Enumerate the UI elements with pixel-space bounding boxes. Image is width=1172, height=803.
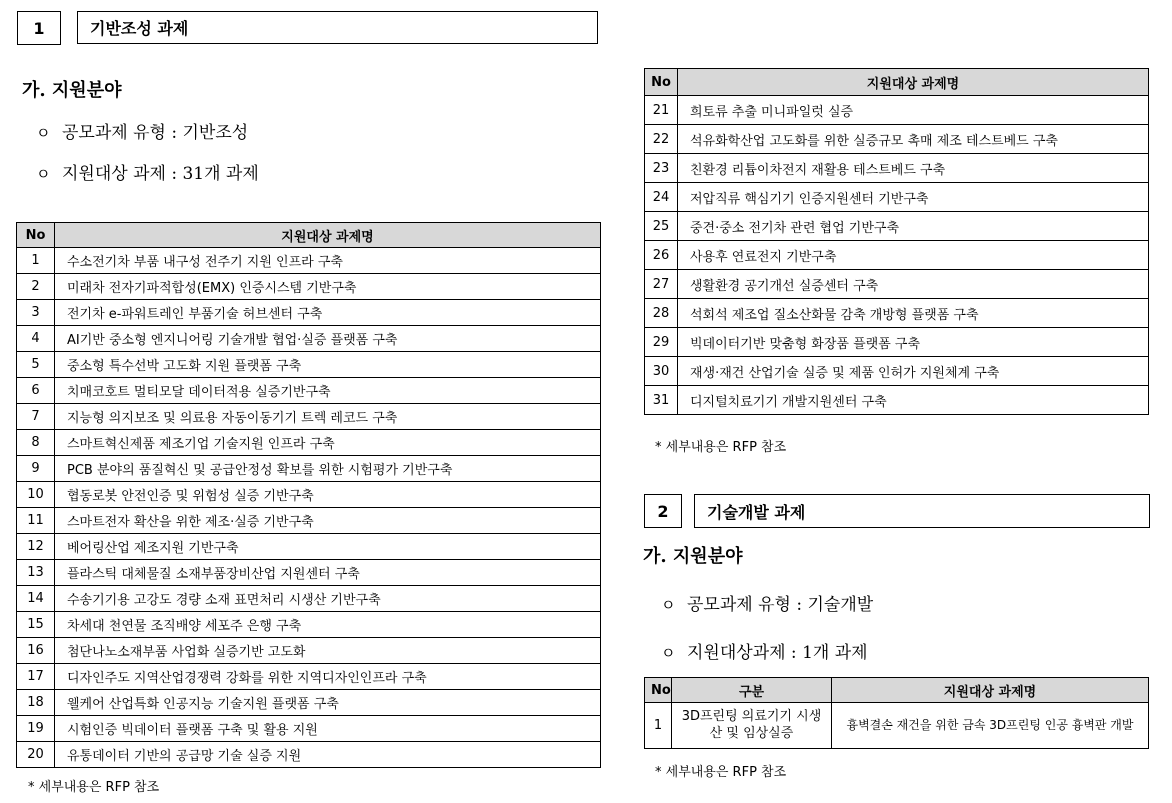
table-row [17,430,601,456]
section1-bullet-type [36,118,248,143]
row-name: 플라스틱 대체물질 소재부품장비산업 지원센터 구축 [55,560,601,586]
row-name: 협동로봇 안전인증 및 위험성 실증 기반구축 [55,482,601,508]
section2-number-box [644,494,682,528]
section2-subhead: 가. 지원분야 [643,546,743,567]
table-row [17,378,601,404]
section2-number: 2 [657,501,669,521]
table-row [17,664,601,690]
row-no: 8 [17,430,55,456]
row-name: 베어링산업 제조지원 기반구축 [55,534,601,560]
row-name: 빅데이터기반 맞춤형 화장품 플랫폼 구축 [678,328,1149,357]
section1-bullet-count-text: 지원대상 과제 : 31개 과제 [62,164,259,184]
row-no: 2 [17,274,55,300]
row-no: 29 [645,328,678,357]
section2-bullet-type-text: 공모과제 유형 : 기술개발 [687,595,874,615]
row-name: 희토류 추출 미니파일럿 실증 [678,96,1149,125]
row-name: 중소형 특수선박 고도화 지원 플랫폼 구축 [55,352,601,378]
table-row [17,482,601,508]
section2-title-box [694,494,1150,528]
row-no: 1 [645,703,672,749]
row-name: 스마트전자 확산을 위한 제조·실증 기반구축 [55,508,601,534]
row-name: 저압직류 핵심기기 인증지원센터 기반구축 [678,183,1149,212]
row-no: 4 [17,326,55,352]
col-header-name: 지원대상 과제명 [832,678,1149,703]
col-header-name: 지원대상 과제명 [55,223,601,248]
section1-title-box [77,11,598,44]
row-no: 3 [17,300,55,326]
row-no: 7 [17,404,55,430]
col-header-no: No [17,223,55,248]
row-no: 23 [645,154,678,183]
row-no: 17 [17,664,55,690]
section1-number: 1 [33,18,45,38]
row-no: 10 [17,482,55,508]
table-row [17,742,601,768]
table-row [17,404,601,430]
row-no: 13 [17,560,55,586]
row-category: 3D프린팅 의료기기 시생산 및 임상실증 [672,703,832,749]
row-no: 27 [645,270,678,299]
row-no: 18 [17,690,55,716]
table-row [645,703,1149,749]
col-header-no: No [645,69,678,96]
row-no: 15 [17,612,55,638]
section1-table-left [16,222,601,768]
row-name: 재생·재건 산업기술 실증 및 제품 인허가 지원체계 구축 [678,357,1149,386]
row-no: 30 [645,357,678,386]
row-name: 웰케어 산업특화 인공지능 기술지원 플랫폼 구축 [55,690,601,716]
row-no: 21 [645,96,678,125]
row-name: 흉벽결손 재건을 위한 금속 3D프린팅 인공 흉벽판 개발 [832,703,1149,749]
row-name: 사용후 연료전지 기반구축 [678,241,1149,270]
row-name: 전기차 e-파워트레인 부품기술 허브센터 구축 [55,300,601,326]
table-row [17,326,601,352]
row-no: 24 [645,183,678,212]
section2-bullet-count [661,638,868,663]
table-row [645,328,1149,357]
bullet-mark: ㅇ [36,124,51,142]
row-no: 14 [17,586,55,612]
row-name: 석유화학산업 고도화를 위한 실증규모 촉매 제조 테스트베드 구축 [678,125,1149,154]
row-name: 유통데이터 기반의 공급망 기술 실증 지원 [55,742,601,768]
section1-table-right [644,68,1149,415]
row-no: 1 [17,248,55,274]
table-row [645,183,1149,212]
row-name: 지능형 의지보조 및 의료용 자동이동기기 트렉 레코드 구축 [55,404,601,430]
row-name: 친환경 리튬이차전지 재활용 테스트베드 구축 [678,154,1149,183]
table-row [17,560,601,586]
table-row [17,612,601,638]
row-name: 생활환경 공기개선 실증센터 구축 [678,270,1149,299]
table-row [17,508,601,534]
table-row [17,300,601,326]
row-name: 시험인증 빅데이터 플랫폼 구축 및 활용 지원 [55,716,601,742]
row-no: 20 [17,742,55,768]
row-name: 수송기기용 고강도 경량 소재 표면처리 시생산 기반구축 [55,586,601,612]
table-row [17,690,601,716]
section2-bullet-count-text: 지원대상과제 : 1개 과제 [687,643,868,663]
row-name: 차세대 천연물 조직배양 세포주 은행 구축 [55,612,601,638]
section1-note-right: * 세부내용은 RFP 참조 [655,440,787,455]
table-header-row [645,678,1149,703]
row-no: 25 [645,212,678,241]
table-row [645,357,1149,386]
table-row [645,241,1149,270]
row-no: 12 [17,534,55,560]
col-header-no: No [645,678,672,703]
table-row [17,586,601,612]
table-row [17,638,601,664]
table-row [645,270,1149,299]
section2-title: 기술개발 과제 [707,502,806,522]
col-header-category: 구분 [672,678,832,703]
row-no: 22 [645,125,678,154]
row-no: 26 [645,241,678,270]
row-name: 수소전기차 부품 내구성 전주기 지원 인프라 구축 [55,248,601,274]
table-row [645,154,1149,183]
section2-bullet-type [661,590,873,615]
table-header-row [645,69,1149,96]
section1-bullet-type-text: 공모과제 유형 : 기반조성 [62,123,249,143]
row-name: 디자인주도 지역산업경쟁력 강화를 위한 지역디자인인프라 구축 [55,664,601,690]
row-name: 첨단나노소재부품 사업화 실증기반 고도화 [55,638,601,664]
section1-title: 기반조성 과제 [90,19,189,38]
row-name: PCB 분야의 품질혁신 및 공급안정성 확보를 위한 시험평가 기반구축 [55,456,601,482]
table-row [645,299,1149,328]
row-name: 스마트혁신제품 제조기업 기술지원 인프라 구축 [55,430,601,456]
section1-number-box [17,11,61,45]
bullet-mark: ㅇ [36,165,51,183]
table-row [17,456,601,482]
table-row [645,96,1149,125]
table-row [17,352,601,378]
row-no: 28 [645,299,678,328]
row-no: 31 [645,386,678,415]
table-row [17,534,601,560]
col-header-name: 지원대상 과제명 [678,69,1149,96]
table-row [645,386,1149,415]
row-name: 석회석 제조업 질소산화물 감축 개방형 플랫폼 구축 [678,299,1149,328]
row-no: 9 [17,456,55,482]
table-row [17,248,601,274]
bullet-mark: ㅇ [661,644,676,662]
row-no: 16 [17,638,55,664]
table-row [17,274,601,300]
row-no: 11 [17,508,55,534]
section1-subhead: 가. 지원분야 [22,80,122,101]
row-no: 5 [17,352,55,378]
row-name: AI기반 중소형 엔지니어링 기술개발 협업·실증 플랫폼 구축 [55,326,601,352]
table-header-row [17,223,601,248]
row-name: 미래차 전자기파적합성(EMX) 인증시스템 기반구축 [55,274,601,300]
table-row [645,212,1149,241]
table-row [17,716,601,742]
row-no: 19 [17,716,55,742]
section2-note: * 세부내용은 RFP 참조 [655,765,787,780]
section1-bullet-count [36,159,259,184]
row-name: 중견·중소 전기차 관련 협업 기반구축 [678,212,1149,241]
row-name: 치매코호트 멀티모달 데이터적용 실증기반구축 [55,378,601,404]
row-name: 디지털치료기기 개발지원센터 구축 [678,386,1149,415]
section2-table [644,677,1149,749]
section1-note-left: * 세부내용은 RFP 참조 [28,780,160,795]
table-row [645,125,1149,154]
row-no: 6 [17,378,55,404]
bullet-mark: ㅇ [661,596,676,614]
